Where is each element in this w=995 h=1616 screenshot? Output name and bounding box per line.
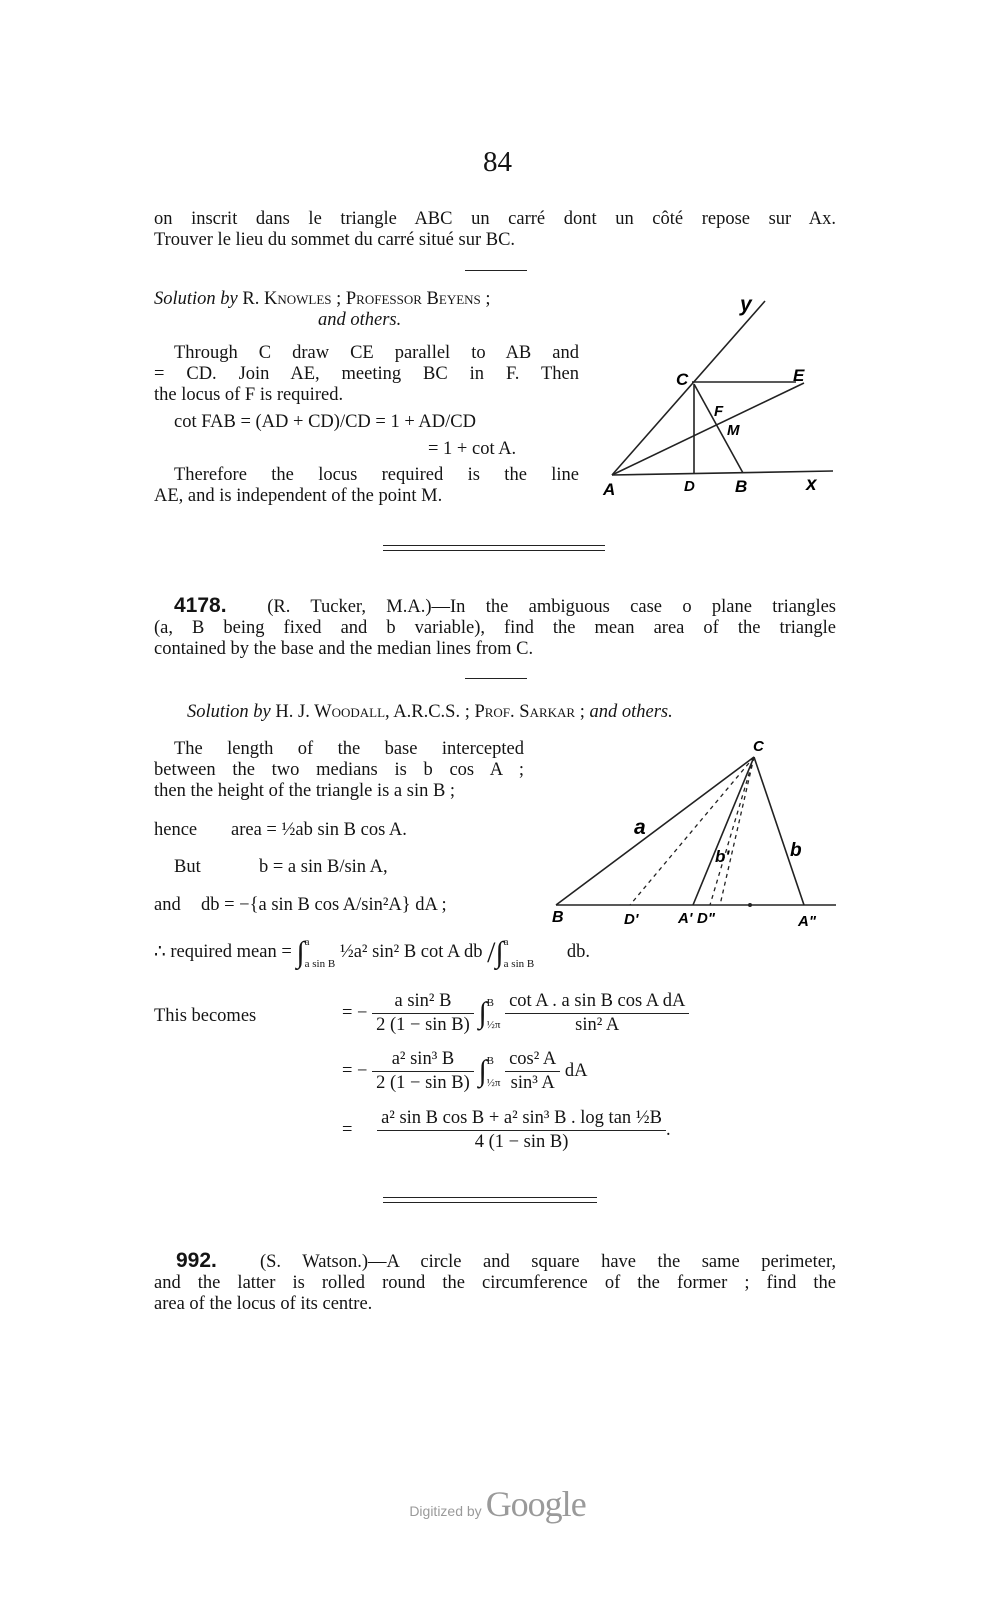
solution-2-body [154,739,524,802]
solution-2-heading [187,702,827,723]
sol2-and-eq: db = −{a sin B cos A/sin²A} dA ; [201,895,447,915]
integral-1-lower: a sin B [304,957,336,970]
fig1-label-f: F [714,403,724,420]
intro-paragraph [154,209,836,251]
fig1-line-ax [612,471,833,475]
fig2-label-a1: A' [678,910,693,927]
row1-numerator: a sin² B [372,991,474,1014]
integral-2-upper: a [503,935,509,948]
solution-label: Solution by [154,289,238,309]
row1-integrand-numerator: cot A . a sin B cos A dA [505,991,689,1014]
row2-denominator: 2 (1 − sin B) [376,1073,470,1093]
fig2-label-b-vertex: B [552,909,564,926]
integral-limits-1 [305,931,336,975]
q4178-line-3: contained by the base and the median lines from C. [154,639,534,659]
row3-equals: = [342,1119,353,1140]
watermark-google-logo: Google [485,1484,586,1524]
q4178-number: 4178. [174,594,227,617]
sol2-but-eq: b = a sin B/sin A, [259,857,388,877]
fig2-label-b-prime: b' [715,847,730,866]
row1-upper: B [486,996,494,1009]
row1-integrand-denominator: sin² A [575,1015,620,1035]
solution-2-others: and others. [589,702,673,722]
solution-1-byline [154,289,579,310]
double-rule-2-bottom [383,1202,597,1203]
figure-1-diagram [600,285,840,500]
sol2-hence-eq: area = ½ab sin B cos A. [231,820,407,840]
row2-lower: ½π [486,1076,501,1089]
sol2-row-3 [342,1108,671,1153]
double-rule-2-top [383,1197,597,1198]
watermark-digitized-by: Digitized by [409,1503,482,1519]
fig1-label-a: A [603,480,616,499]
sol2-row-2 [342,1049,588,1094]
integral-sign-1: ∫ [296,935,305,969]
q992-line-3: area of the locus of its centre. [154,1294,373,1314]
fig1-line-ae [612,383,804,475]
sol2-row-1 [342,991,689,1036]
required-mean-end: db. [566,942,590,962]
double-rule-1-top [383,545,605,546]
fig1-label-x: x [806,474,817,495]
sol2-hence-label: hence [154,820,198,840]
fig2-label-a2: A" [798,913,816,930]
row2-numerator: a² sin³ B [372,1049,474,1072]
q992-line-2: and the latter is rolled round the circumference of the former ; find the [154,1273,836,1293]
sol2-but-label: But [174,857,201,877]
q992-number: 992. [176,1249,217,1272]
row1-fraction [372,991,474,1036]
integral-limits-2 [504,931,535,975]
q4178-line-1 [154,595,836,618]
fig1-label-y: y [740,293,752,316]
sol1-equation-1: cot FAB = (AD + CD)/CD = 1 + AD/CD [174,412,476,432]
q4178-text-1: (R. Tucker, M.A.)—In the ambiguous case o plane triangles [267,597,836,617]
double-rule-1-bottom [383,550,605,551]
row2-integrand-numerator: cos² A [505,1049,560,1072]
row1-minus: = − [342,1002,368,1023]
fig2-label-a: a [634,816,646,839]
row3-period: . [666,1119,671,1140]
row2-integrand-denominator: sin³ A [510,1073,555,1093]
sol1-line-3: the locus of F is required. [154,385,344,405]
row2-integral: ∫ [478,1054,487,1088]
solution-1-heading [154,289,579,331]
row2-end: dA [564,1060,588,1081]
fig2-side-b [754,757,804,905]
sol2-becomes-label: This becomes [154,1006,257,1026]
row1-integral: ∫ [478,996,487,1030]
required-mean-label: ∴ required mean = [154,942,292,962]
fig1-line-ay [612,301,765,475]
row2-minus: = − [342,1060,368,1081]
row3-denominator: 4 (1 − sin B) [474,1132,569,1152]
question-992 [154,1250,836,1315]
short-rule-1 [465,270,527,271]
intro-line-1: on inscrit dans le triangle ABC un carré dont un côté repose sur Ax. [154,209,836,229]
fig2-label-d1: D' [624,911,639,928]
solution-2-authors: H. J. Woodall, A.R.C.S. ; Prof. Sarkar ; [275,702,585,722]
solution-1-others: and others. [318,310,402,330]
integral-1-upper: a [304,935,310,948]
sol1-conclusion-1: Therefore the locus required is the line [174,465,579,485]
row1-lower: ½π [486,1018,501,1031]
fig2-dot [748,903,752,907]
sol2-and-label: and [154,895,181,915]
sol2-line-3: then the height of the triangle is a sin B ; [154,781,456,801]
google-watermark [0,1483,995,1525]
fig2-label-d2: D" [697,910,715,927]
sol2-line-2: between the two medians is b cos A ; [154,760,524,780]
row2-upper: B [486,1054,494,1067]
fig1-label-m: M [727,422,740,439]
row2-integrand [505,1049,560,1094]
intro-line-2: Trouver le lieu du sommet du carré situé sur BC. [154,230,516,250]
required-mean-integrand: ½a² sin² B cot A db [339,942,483,962]
sol1-equation-2: = 1 + cot A. [428,439,517,459]
solution-2-label: Solution by [187,702,271,722]
sol2-required-mean [154,930,590,975]
sol2-line-1: The length of the base intercepted [174,739,524,759]
page-number: 84 [483,146,512,178]
fig2-median-d1 [630,757,754,905]
fig1-label-d: D [684,478,695,495]
row3-fraction [377,1108,666,1153]
integral-2-lower: a sin B [503,957,535,970]
q992-line-1 [154,1250,836,1273]
row1-limits [487,992,501,1036]
fig2-label-c: C [753,738,764,755]
row2-fraction [372,1049,474,1094]
integral-divider: /∫ [487,935,504,969]
row1-denominator: 2 (1 − sin B) [376,1015,470,1035]
solution-1-authors: R. Knowles ; Professor Beyens ; [242,289,491,309]
solution-1-body [154,343,579,406]
fig2-median-d2 [710,757,754,905]
row2-limits [487,1050,501,1094]
fig1-label-c: C [676,370,689,389]
question-4178 [154,595,836,660]
sol1-line-1: Through C draw CE parallel to AB and [174,343,579,363]
row3-numerator: a² sin B cos B + a² sin³ B . log tan ½B [377,1108,666,1131]
solution-2-byline [187,702,827,723]
sol1-line-2: = CD. Join AE, meeting BC in F. Then [154,364,579,384]
sol1-conclusion-2: AE, and is independent of the point M. [154,486,443,506]
fig1-label-e: E [793,366,805,385]
short-rule-2 [465,678,527,679]
solution-1-conclusion [154,465,579,507]
q4178-line-2: (a, B being fixed and b variable), find the mean area of the triangle [154,618,836,638]
row1-integrand [505,991,689,1036]
fig2-label-b: b [790,840,802,861]
q992-text-1: (S. Watson.)—A circle and square have the same perimeter, [259,1252,836,1272]
fig1-label-b: B [735,477,748,496]
figure-2-diagram [550,736,840,931]
